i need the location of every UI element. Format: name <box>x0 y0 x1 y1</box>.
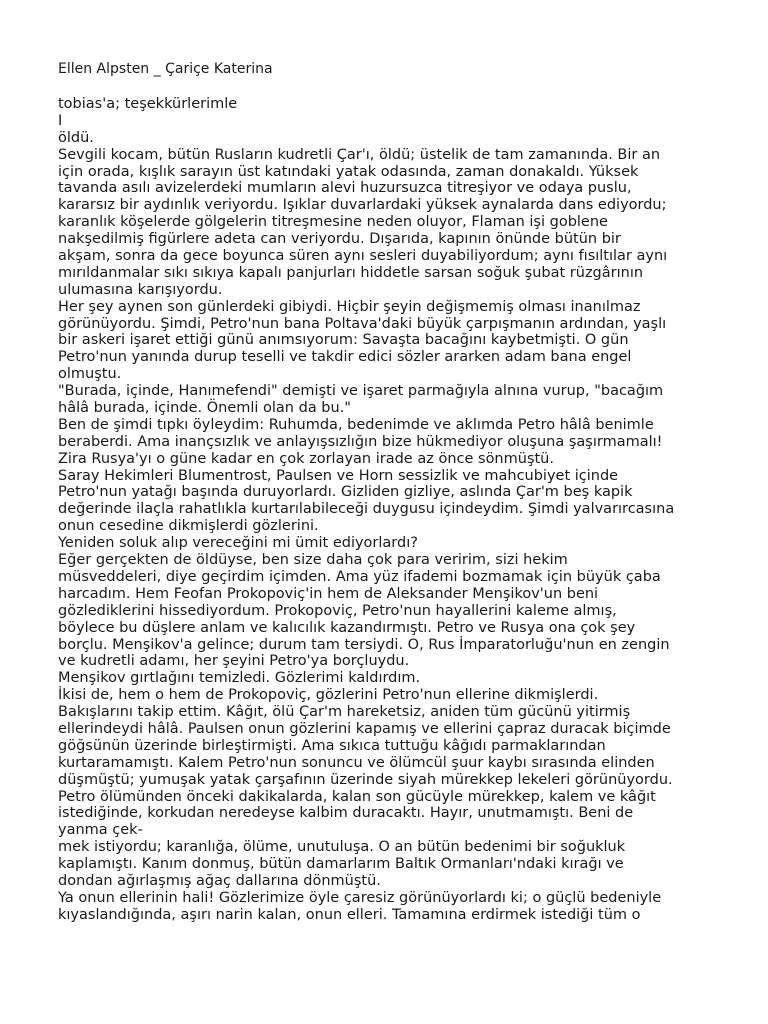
text-line: tobias'a; teşekkürlerimle <box>58 96 238 112</box>
text-line: böylece bu düşlere anlam ve kalıcılık kazandırmıştı. Petro ve Rusya ona çok şey <box>58 619 636 636</box>
text-line: Bakışlarını takip ettim. Kâğıt, ölü Çar'm hareketsiz, aniden tüm gücünü yitirmiş <box>58 704 631 721</box>
text-line: Petro'nun yatağı başında duruyorlardı. Gizliden gizliye, aslında Çar'm beş kapik <box>58 484 633 501</box>
text-line: Eğer gerçekten de öldüyse, ben size daha çok para veririm, sizi hekim <box>58 552 568 569</box>
text-line: değerinde ilaçla rahatlıkla kurtarılabileceği duygusu içindeydim. Şimdi yalvarırcasına <box>58 501 675 518</box>
document-title: Ellen Alpsten _ Çariçe Katerina <box>58 61 273 77</box>
text-line: Petro ölümünden önceki dakikalarda, kalan son gücüyle mürekkep, kalem ve kâğıt <box>58 788 656 805</box>
text-line: Saray Hekimleri Blumentrost, Paulsen ve Horn sessizlik ve mahcubiyet içinde <box>58 467 619 484</box>
text-line: beraberdi. Ama inançsızlık ve anlayışsızlığın bize hükmediyor oluşuna şaşırmamalı! <box>58 433 663 450</box>
text-line: hâlâ burada, içinde. Önemli olan da bu." <box>58 400 351 417</box>
text-line: göğsünün üzerinde birleştirmişti. Ama sıkıca tuttuğu kâğıdı parmaklarından <box>58 737 606 754</box>
text-line: istediğinde, korkudan neredeyse kalbim duracaktı. Hayır, unutmamıştı. Beni de <box>58 805 634 822</box>
text-line: Ben de şimdi tıpkı öyleydim: Ruhumda, bedenimde ve aklımda Petro hâlâ benimle <box>58 416 654 433</box>
text-line: Yeniden soluk alıp vereceğini mi ümit ediyorlardı? <box>58 535 418 552</box>
text-line: Her şey aynen son günlerdeki gibiydi. Hiçbir şeyin değişmemiş olması inanılmaz <box>58 298 641 315</box>
text-line: müsveddeleri, diye geçirdim içimden. Ama yüz ifademi bozmamak için büyük çaba <box>58 568 661 585</box>
text-line: kaplamıştı. Kanım donmuş, bütün damarlarım Baltık Ormanları'ndaki kırağı ve <box>58 856 624 873</box>
text-line: gözlediklerini hissediyordum. Prokopoviç, Petro'nun hayallerini kaleme almış, <box>58 602 617 619</box>
text-line: olmuştu. <box>58 366 122 383</box>
text-line: dondan ağırlaşmış ağaç dallarına dönmüştü. <box>58 872 381 889</box>
text-line: için orada, kışlık sarayın üst katındaki yatak odasında, zaman donakaldı. Yüksek <box>58 163 639 180</box>
text-line: İkisi de, hem o hem de Prokopoviç, gözlerini Petro'nun ellerine dikmişlerdi. <box>58 687 599 704</box>
text-line: "Burada, içinde, Hanımefendi" demişti ve işaret parmağıyla alnına vurup, "bacağım <box>58 383 664 400</box>
text-line: ulumasına karışıyordu. <box>58 281 223 298</box>
text-line: tavanda asılı avizelerdeki mumların alevi huzursuzca titreşiyor ve odaya puslu, <box>58 180 632 197</box>
text-line: borçlu. Menşikov'a gelince; durum tam tersiydi. O, Rus İmparatorluğu'nun en zengin <box>58 636 670 653</box>
text-line: mek istiyordu; karanlığa, ölüme, unutuluşa. O an bütün bedenimi bir soğukluk <box>58 839 626 856</box>
text-line: nakşedilmiş figürlere adeta can veriyordu. Dışarıda, kapının önünde bütün bir <box>58 231 621 248</box>
text-line: kararsız bir aydınlık veriyordu. Işıklar duvarlardaki yüksek aynalarda dans ediyordu; <box>58 197 667 214</box>
text-line: ellerindeydi hâlâ. Paulsen onun gözlerini kapamış ve ellerini çapraz duracak biçimde <box>58 720 671 737</box>
text-line: Menşikov gırtlağını temizledi. Gözlerimi kaldırdım. <box>58 670 421 687</box>
text-line: kurtaramamıştı. Kalem Petro'nun sonuncu ve ölümcül şuur kaybı sırasında elinden <box>58 754 655 771</box>
text-line: Petro'nun yanında durup teselli ve takdir edici sözler ararken adam bana engel <box>58 349 632 366</box>
text-line: düşmüştü; yumuşak yatak çarşafının üzerinde siyah mürekkep lekeleri görünüyordu. <box>58 771 673 788</box>
text-line: öldü. <box>58 129 94 146</box>
body-text <box>58 96 758 924</box>
text-line: harcadım. Hem Feofan Prokopoviç'in hem de Aleksander Menşikov'un beni <box>58 585 599 602</box>
text-line: görünüyordu. Şimdi, Petro'nun bana Poltava'daki büyük çarpışmanın ardından, yaşlı <box>58 315 667 332</box>
text-line: yanma çek- <box>58 822 143 839</box>
text-line: karanlık köşelerde gölgelerin titreşmesine neden oluyor, Flaman işi goblene <box>58 214 608 231</box>
text-line: mırıldanmalar sıkı sıkıya kapalı panjurları hiddetle sarsan soğuk şubat rüzgârının <box>58 264 644 281</box>
text-line: bir askeri işaret ettiği günü anımsıyorum: Savaşta bacağını kaybetmişti. O gün <box>58 332 629 349</box>
text-line: onun cesedine dikmişlerdi gözlerini. <box>58 518 319 535</box>
text-line: Zira Rusya'yı o güne kadar en çok zorlayan irade az önce sönmüştü. <box>58 450 554 467</box>
text-line: akşam, sonra da gece boyunca süren aynı sesleri duyabiliyordum; aynı fısıltılar aynı <box>58 248 668 265</box>
text-line: kıyaslandığında, aşırı narin kalan, onun elleri. Tamamına erdirmek istediği tüm o <box>58 906 641 923</box>
text-line: I <box>58 112 63 129</box>
text-line: Sevgili kocam, bütün Rusların kudretli Çar'ı, öldü; üstelik de tam zamanında. Bir an <box>58 146 661 163</box>
text-line: ve kudretli adamı, her şeyini Petro'ya borçluydu. <box>58 653 410 670</box>
text-line: Ya onun ellerinin hali! Gözlerimize öyle çaresiz görünüyorlardı ki; o güçlü bedeniyle <box>58 889 662 906</box>
